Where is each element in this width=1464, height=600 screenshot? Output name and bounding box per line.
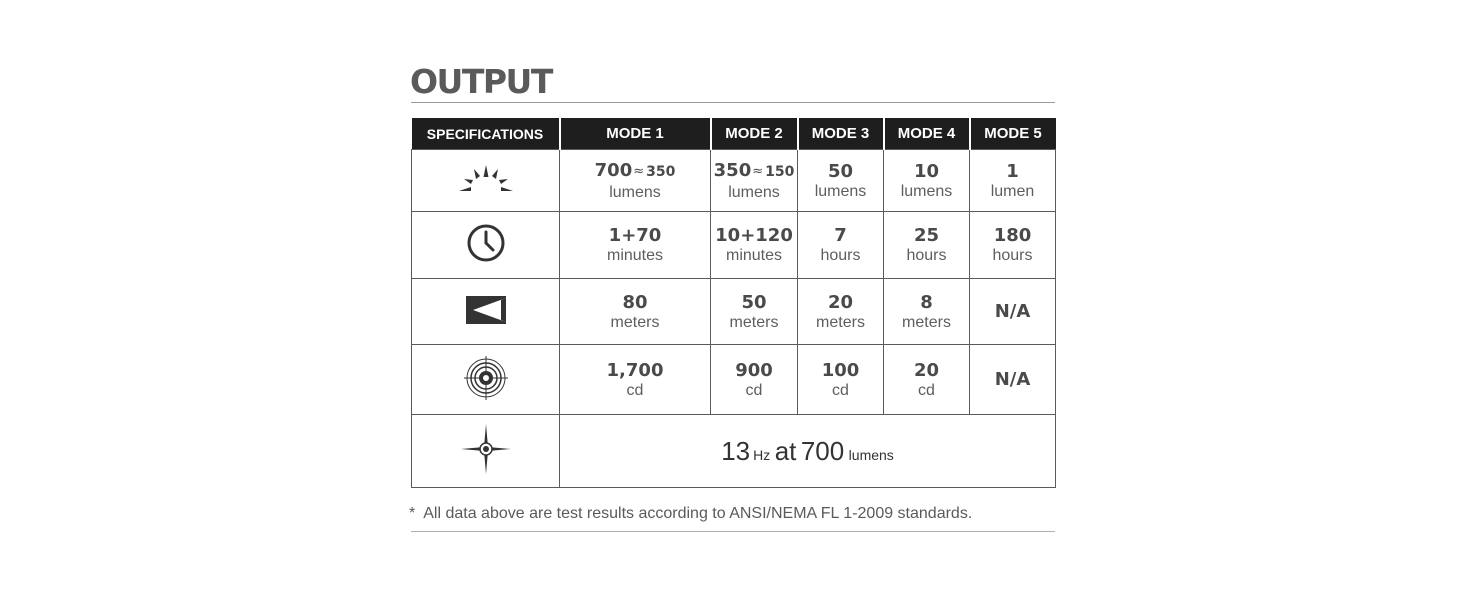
footnote-divider [411,531,1055,532]
spec-icon-cell [412,150,560,212]
header-mode-1: MODE 1 [560,118,711,150]
header-mode-4: MODE 4 [884,118,970,150]
mode1-output: 700≈ 350 lumens [560,150,711,212]
row-beam-distance [412,279,1056,345]
mode4-intensity: 20 cd [884,345,970,415]
header-mode-2: MODE 2 [711,118,798,150]
mode1-runtime: 1+70 minutes [560,212,711,279]
spec-icon-cell [412,345,560,415]
row-brightness [412,150,1056,212]
mode5-runtime: 180 hours [970,212,1056,279]
header-mode-5: MODE 5 [970,118,1056,150]
section-title: OUTPUT [410,62,552,101]
mode1-distance: 80 meters [560,279,711,345]
header-specifications: SPECIFICATIONS [412,118,560,150]
title-divider [411,102,1055,103]
brightness-icon [458,163,514,195]
mode2-output: 350≈ 150 lumens [711,150,798,212]
spec-icon-cell [412,415,560,488]
mode3-distance: 20 meters [798,279,884,345]
clock-icon [466,223,506,263]
beam-distance-icon [465,294,507,326]
mode3-runtime: 7 hours [798,212,884,279]
mode4-runtime: 25 hours [884,212,970,279]
row-runtime [412,212,1056,279]
strobe-star-icon [460,423,512,475]
spec-icon-cell [412,212,560,279]
header-mode-3: MODE 3 [798,118,884,150]
mode3-output: 50 lumens [798,150,884,212]
row-strobe [412,415,1056,488]
mode1-intensity: 1,700 cd [560,345,711,415]
mode2-runtime: 10+120 minutes [711,212,798,279]
mode2-intensity: 900 cd [711,345,798,415]
mode5-output: 1 lumen [970,150,1056,212]
mode2-distance: 50 meters [711,279,798,345]
row-intensity [412,345,1056,415]
mode4-distance: 8 meters [884,279,970,345]
spec-table [411,118,1056,488]
mode5-intensity: N/A [970,345,1056,415]
mode4-output: 10 lumens [884,150,970,212]
strobe-frequency: 13 Hz at 700 lumens [560,415,1056,488]
footnote: * All data above are test results according to ANSI/NEMA FL 1-2009 standards. [409,505,973,522]
intensity-target-icon [462,356,510,400]
mode5-distance: N/A [970,279,1056,345]
footnote-text: All data above are test results according to ANSI/NEMA FL 1-2009 standards. [423,505,973,522]
spec-icon-cell [412,279,560,345]
mode3-intensity: 100 cd [798,345,884,415]
header-row [412,118,1056,150]
